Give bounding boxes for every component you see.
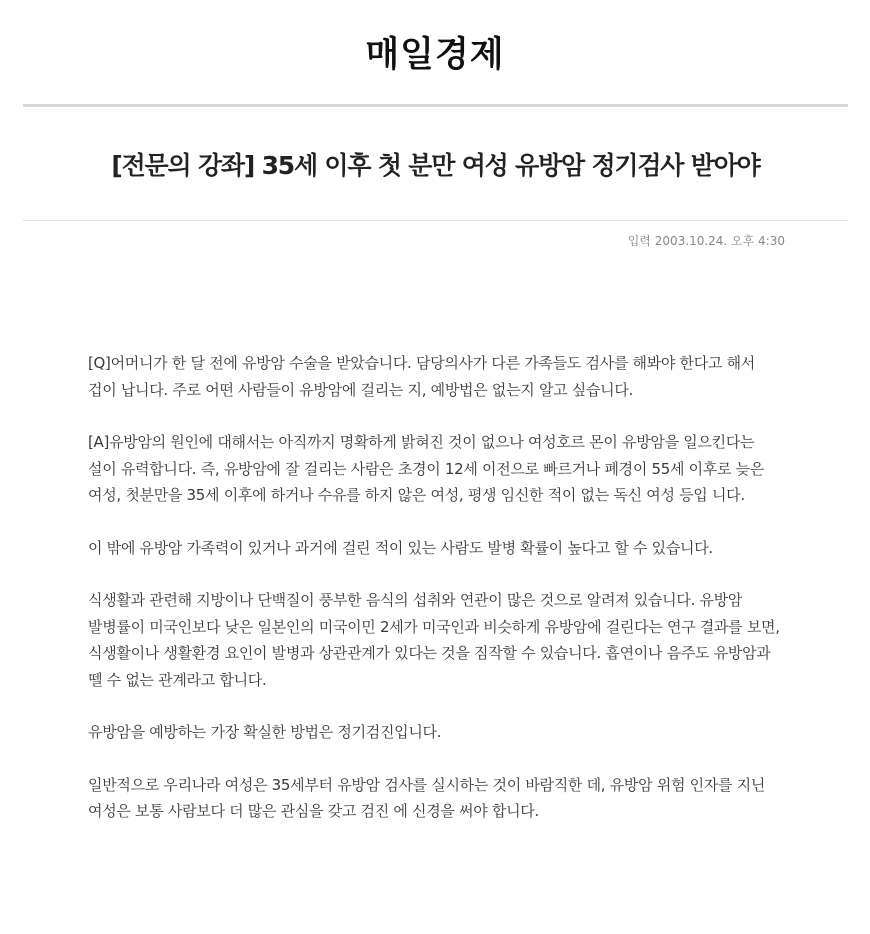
header-divider bbox=[23, 104, 848, 107]
title-divider bbox=[23, 220, 848, 221]
publish-date: 입력 2003.10.24. 오후 4:30 bbox=[627, 234, 785, 248]
article-paragraph: 유방암을 예방하는 가장 확실한 방법은 정기검진입니다. bbox=[88, 723, 442, 741]
article-paragraph: 일반적으로 우리나라 여성은 35세부터 유방암 검사를 실시하는 것이 바람직한 데, 유방암 위험 인자를 지닌 여성은 보통 사람보다 더 많은 관심을 갖고 검진 에 신경을 써야 합니다. bbox=[88, 775, 766, 820]
article-body bbox=[88, 350, 785, 851]
article-paragraph-question: [Q]어머니가 한 달 전에 유방암 수술을 받았습니다. 담당의사가 다른 가족들도 검사를 해봐야 한다고 해서 겁이 납니다. 주로 어떤 사람들이 유방암에 걸리는 지, 예방법은 없는지 알고 싶습니다. bbox=[88, 354, 755, 399]
article-paragraph: 식생활과 관련해 지방이나 단백질이 풍부한 음식의 섭취와 연관이 많은 것으로 알려져 있습니다. 유방암 발병률이 미국인보다 낮은 일본인의 미국이민 2세가 미국인과 비슷하게 유방암에 걸린다는 연구 결과를 보면, 식생활이나 생활환경 요인이 발병과 상관관계가 있다는 것을 짐작할 수 있습니다. 흡연이나 음주도 유방암과 뗄 수 없는 관계라고 합니다. bbox=[88, 591, 780, 689]
site-logo[interactable]: 매일경제 bbox=[365, 35, 505, 75]
article-paragraph: 이 밖에 유방암 가족력이 있거나 과거에 걸린 적이 있는 사람도 발병 확률이 높다고 할 수 있습니다. bbox=[88, 538, 713, 557]
article-title: [전문의 강좌] 35세 이후 첫 분만 여성 유방암 정기검사 받아야 bbox=[111, 151, 760, 180]
article-paragraph-answer: [A]유방암의 원인에 대해서는 아직까지 명확하게 밝혀진 것이 없으나 여성호르 몬이 유방암을 일으킨다는 설이 유력합니다. 즉, 유방암에 잘 걸리는 사람은 초경이 12세 이전으로 빠르거나 폐경이 55세 이후로 늦은 여성, 첫분만을 35세 이후에 하거나 수유를 하지 않은 여성, 평생 임신한 적이 없는 독신 여성 등입 니다. bbox=[88, 433, 765, 504]
